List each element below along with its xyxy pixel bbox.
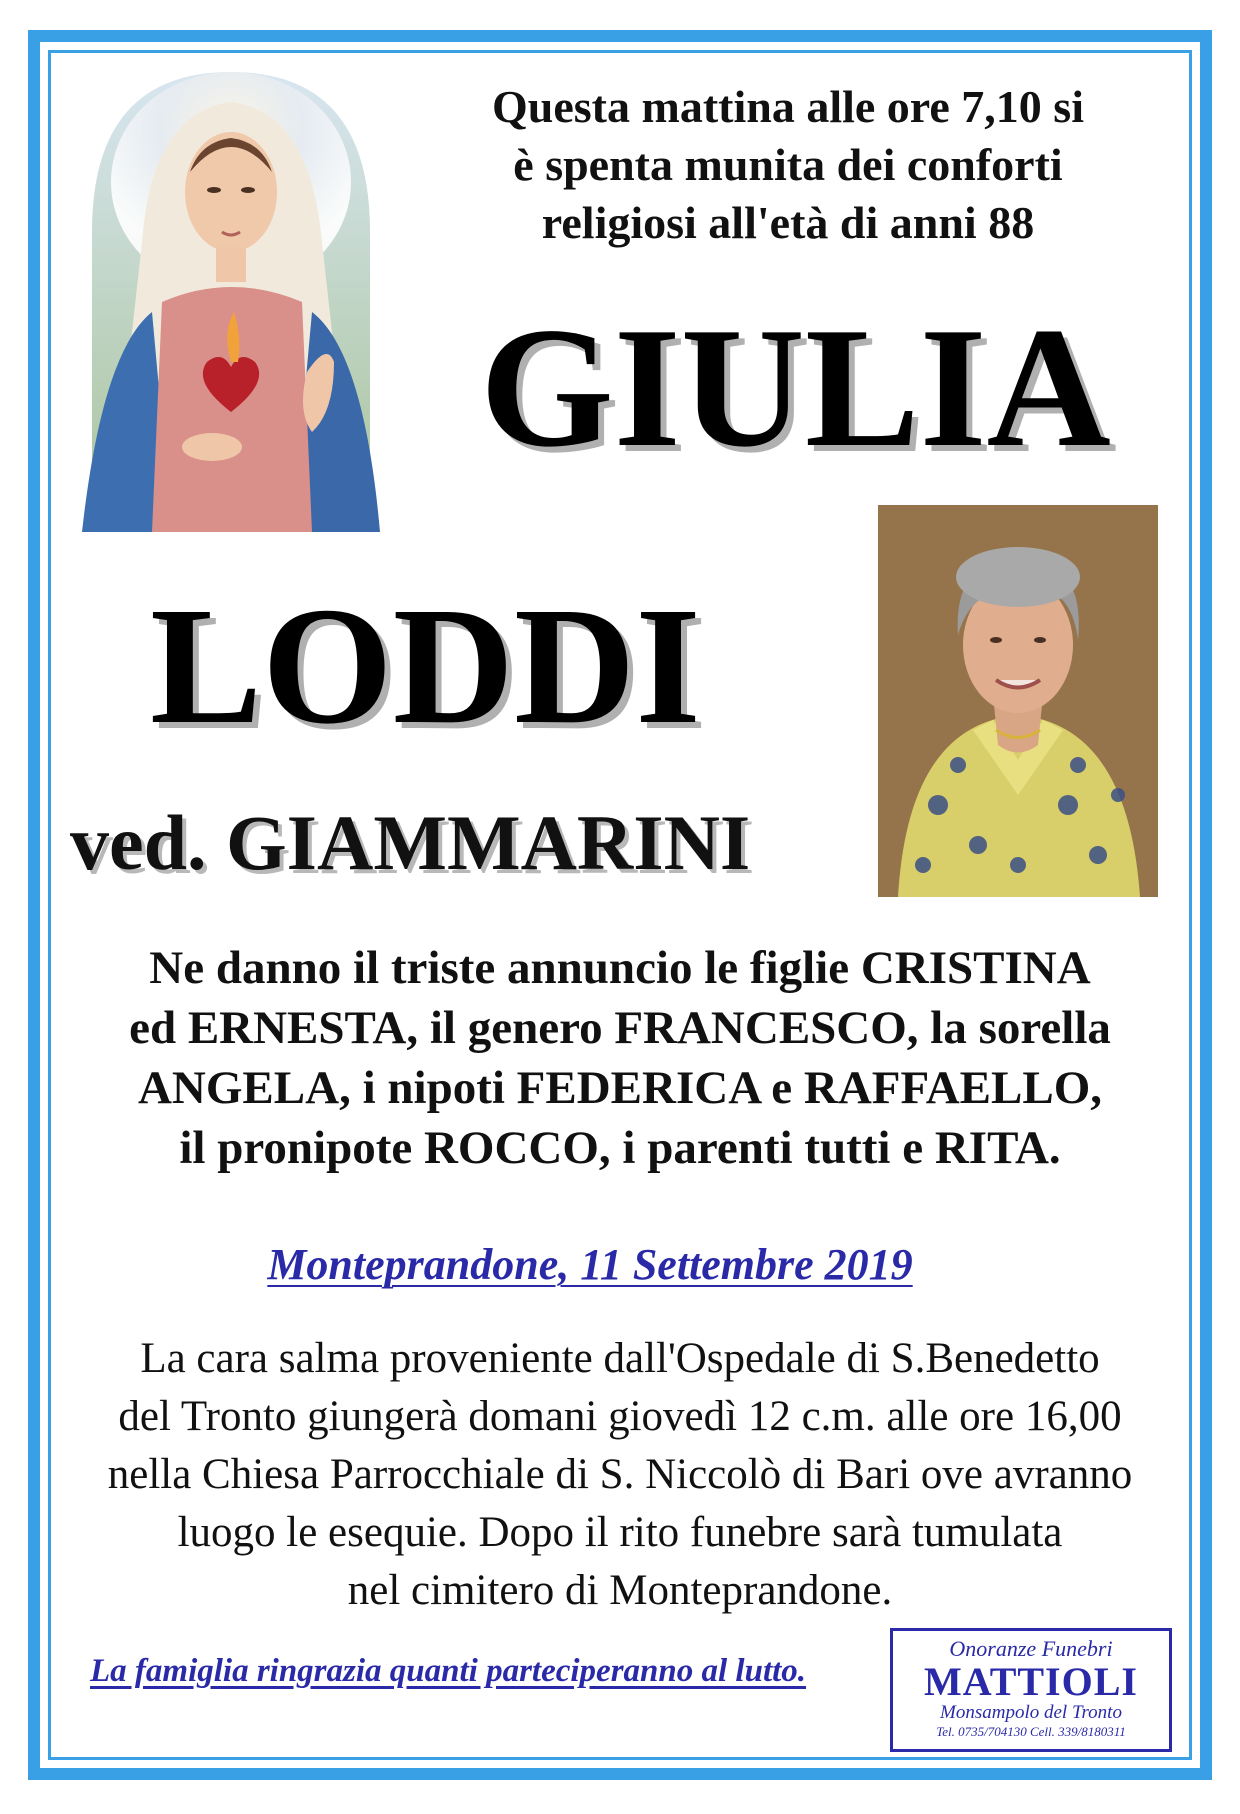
agency-phones: Tel. 0735/704130 Cell. 339/8180311 (936, 1724, 1126, 1739)
widow-of-name: ved. GIAMMARINI (70, 799, 751, 886)
details-line-2: del Tronto giungerà domani giovedì 12 c.m. alle ore 16,00 (118, 1393, 1122, 1440)
announcement-line-1: Ne danno il triste annuncio le figlie CRISTINA (149, 942, 1091, 994)
details-line-3: nella Chiesa Parrocchiale di S. Niccolò di Bari ove avranno (107, 1451, 1133, 1498)
agency-name: MATTIOLI (924, 1659, 1138, 1704)
agency-place: Monsampolo del Tronto (940, 1702, 1122, 1723)
announcement-line-2: ed ERNESTA, il genero FRANCESCO, la sorella (129, 1002, 1111, 1054)
agency-subtitle: Onoranze Funebri (949, 1636, 1113, 1661)
intro-line-3: religiosi all'età di anni 88 (541, 197, 1035, 248)
funeral-agency-box (890, 1628, 1172, 1752)
date-place: Monteprandone, 11 Settembre 2019 (267, 1240, 913, 1289)
details-line-4: luogo le esequie. Dopo il rito funebre sarà tumulata (177, 1509, 1063, 1556)
family-thanks: La famiglia ringrazia quanti parteciperanno al lutto. (90, 1653, 807, 1689)
intro-line-1: Questa mattina alle ore 7,10 si (492, 81, 1084, 132)
intro-line-2: è spenta munita dei conforti (513, 139, 1063, 190)
details-line-1: La cara salma proveniente dall'Ospedale di S.Benedetto (140, 1335, 1100, 1382)
funeral-details (52, 1330, 1188, 1620)
announcement-line-4: il pronipote ROCCO, i parenti tutti e RITA. (179, 1122, 1061, 1174)
deceased-portrait-photo (878, 505, 1158, 897)
deceased-surname: LODDI (150, 573, 701, 759)
death-announcement (60, 938, 1180, 1178)
announcement-line-3: ANGELA, i nipoti FEDERICA e RAFFAELLO, (137, 1062, 1103, 1114)
intro-text (398, 78, 1178, 252)
details-line-5: nel cimitero di Monteprandone. (347, 1567, 893, 1614)
deceased-first-name: GIULIA (480, 293, 1111, 483)
